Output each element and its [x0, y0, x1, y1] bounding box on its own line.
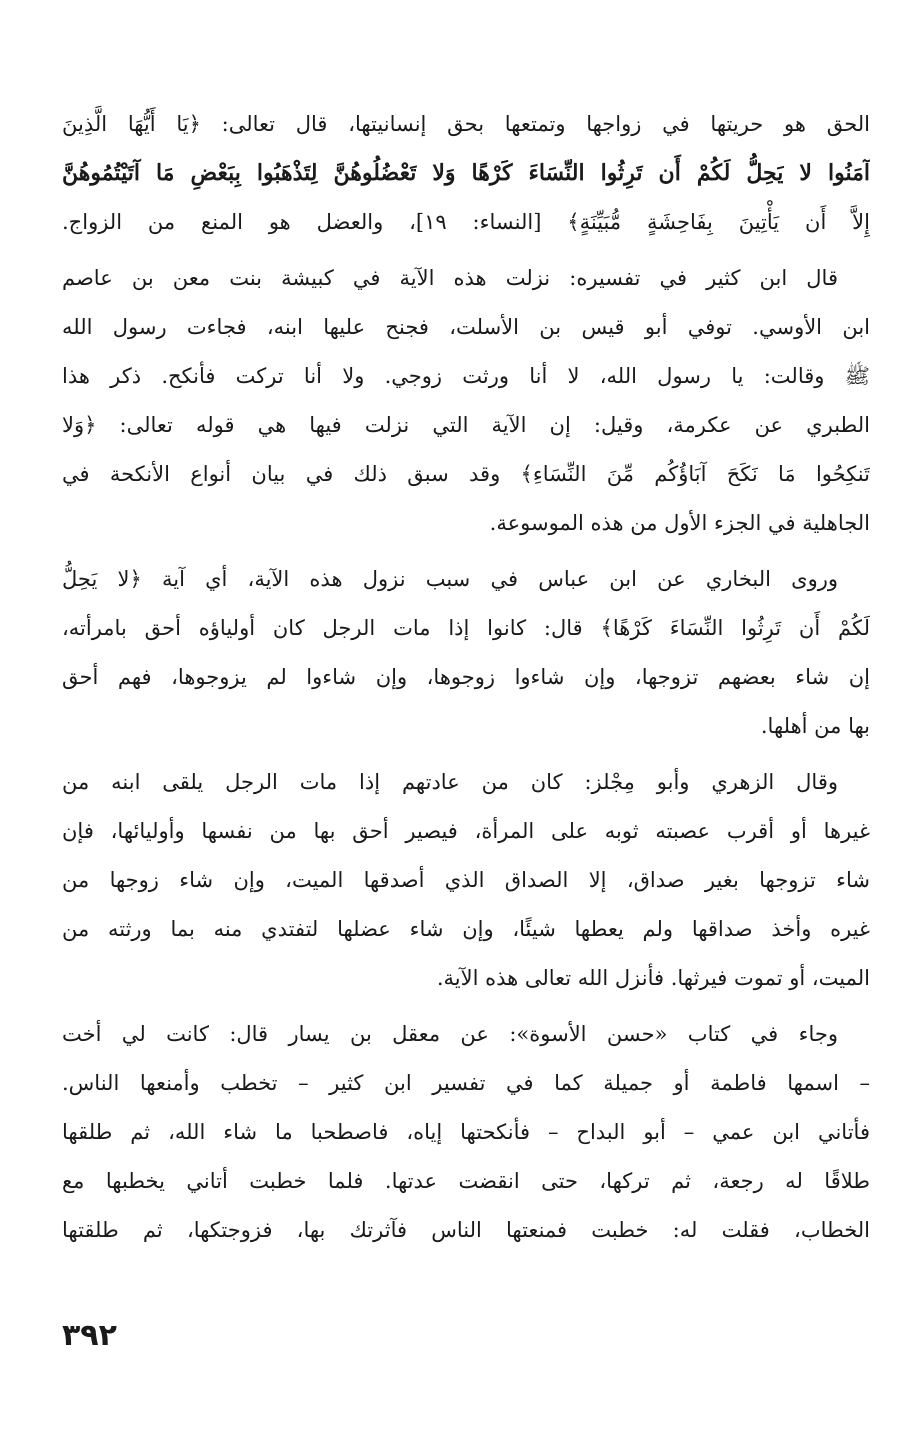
text-line: الجاهلية في الجزء الأول من هذه الموسوعة. [489, 511, 870, 535]
text-line: شاء تزوجها بغير صداق، إلا الصداق الذي أصدقها الميت، وإن شاء زوجها من [62, 868, 870, 892]
text-line: غيره وأخذ صداقها ولم يعطها شيئًا، وإن شاء عضلها لتفتدي منه بما ورثته من [62, 917, 870, 941]
text-line: ﷺ وقالت: يا رسول الله، لا أنا ورثت زوجي. ولا أنا تركت فأنكح. ذكر هذا [62, 364, 870, 388]
paragraph-3 [62, 555, 870, 751]
text-line: غيرها أو أقرب عصبته ثوبه على المرأة، فيصير أحق بها من نفسها وأوليائها، فإن [62, 819, 870, 843]
page-body [62, 100, 870, 1255]
text-line: لَكُمْ أَن تَرِثُوا النِّسَاءَ كَرْهًا﴾ قال: كانوا إذا مات الرجل كان أولياؤه أحق بامرأته، [62, 616, 870, 640]
text-line: – اسمها فاطمة أو جميلة كما في تفسير ابن كثير – تخطب وأمنعها الناس. [62, 1071, 870, 1095]
paragraph-2 [62, 254, 870, 548]
text-line: وروى البخاري عن ابن عباس في سبب نزول هذه الآية، أي آية ﴿لا يَحِلُّ [62, 567, 838, 591]
text-line: الحق هو حريتها في زواجها وتمتعها بحق إنسانيتها، قال تعالى: ﴿يَا أَيُّهَا الَّذِينَ [62, 112, 870, 136]
quran-verse-line: آمَنُوا لا يَحِلُّ لَكُمْ أَن تَرِثُوا النِّسَاءَ كَرْهًا وَلا تَعْضُلُوهُنَّ لِتَذْهَبُوا بِبَعْضِ مَا آتَيْتُمُوهُنَّ [62, 160, 870, 186]
text-line: إن شاء بعضهم تزوجها، وإن شاءوا زوجوها، وإن شاءوا لم يزوجوها، فهم أحق [62, 665, 870, 689]
text-line: الميت، أو تموت فيرثها. فأنزل الله تعالى هذه الآية. [436, 966, 870, 990]
paragraph-4 [62, 758, 870, 1003]
text-line: وقال الزهري وأبو مِجْلز: كان من عادتهم إذا مات الرجل يلقى ابنه من [62, 770, 838, 794]
text-line: إِلاَّ أَن يَأْتِينَ بِفَاحِشَةٍ مُّبَيِّنَةٍ﴾ [النساء: ١٩]، والعضل هو المنع من الزواج. [62, 210, 870, 234]
text-line: الخطاب، فقلت له: خطبت فمنعتها الناس فآثرتك بها، فزوجتكها، ثم طلقتها [62, 1218, 870, 1242]
text-line: طلاقًا له رجعة، ثم تركها، حتى انقضت عدتها. فلما خطبت أتاني يخطبها مع [62, 1169, 870, 1193]
text-line: وجاء في كتاب «حسن الأسوة»: عن معقل بن يسار قال: كانت لي أخت [62, 1022, 838, 1046]
paragraph-1 [62, 100, 870, 247]
text-line: ابن الأوسي. توفي أبو قيس بن الأسلت، فجنح عليها ابنه، فجاءت رسول الله [62, 315, 870, 339]
text-line: تَنكِحُوا مَا نَكَحَ آبَاؤُكُم مِّنَ النِّسَاءِ﴾ وقد سبق ذلك في بيان أنواع الأنكحة في [62, 462, 870, 486]
text-line: بها من أهلها. [760, 714, 870, 738]
paragraph-5 [62, 1010, 870, 1255]
text-line: الطبري عن عكرمة، وقيل: إن الآية التي نزلت فيها هي قوله تعالى: ﴿وَلا [62, 413, 870, 437]
text-line: فأتاني ابن عمي – أبو البداح – فأنكحتها إياه، فاصطحبا ما شاء الله، ثم طلقها [62, 1120, 870, 1144]
page-number: ٣٩٢ [62, 1318, 117, 1353]
text-line: قال ابن كثير في تفسيره: نزلت هذه الآية في كبيشة بنت معن بن عاصم [62, 266, 838, 290]
